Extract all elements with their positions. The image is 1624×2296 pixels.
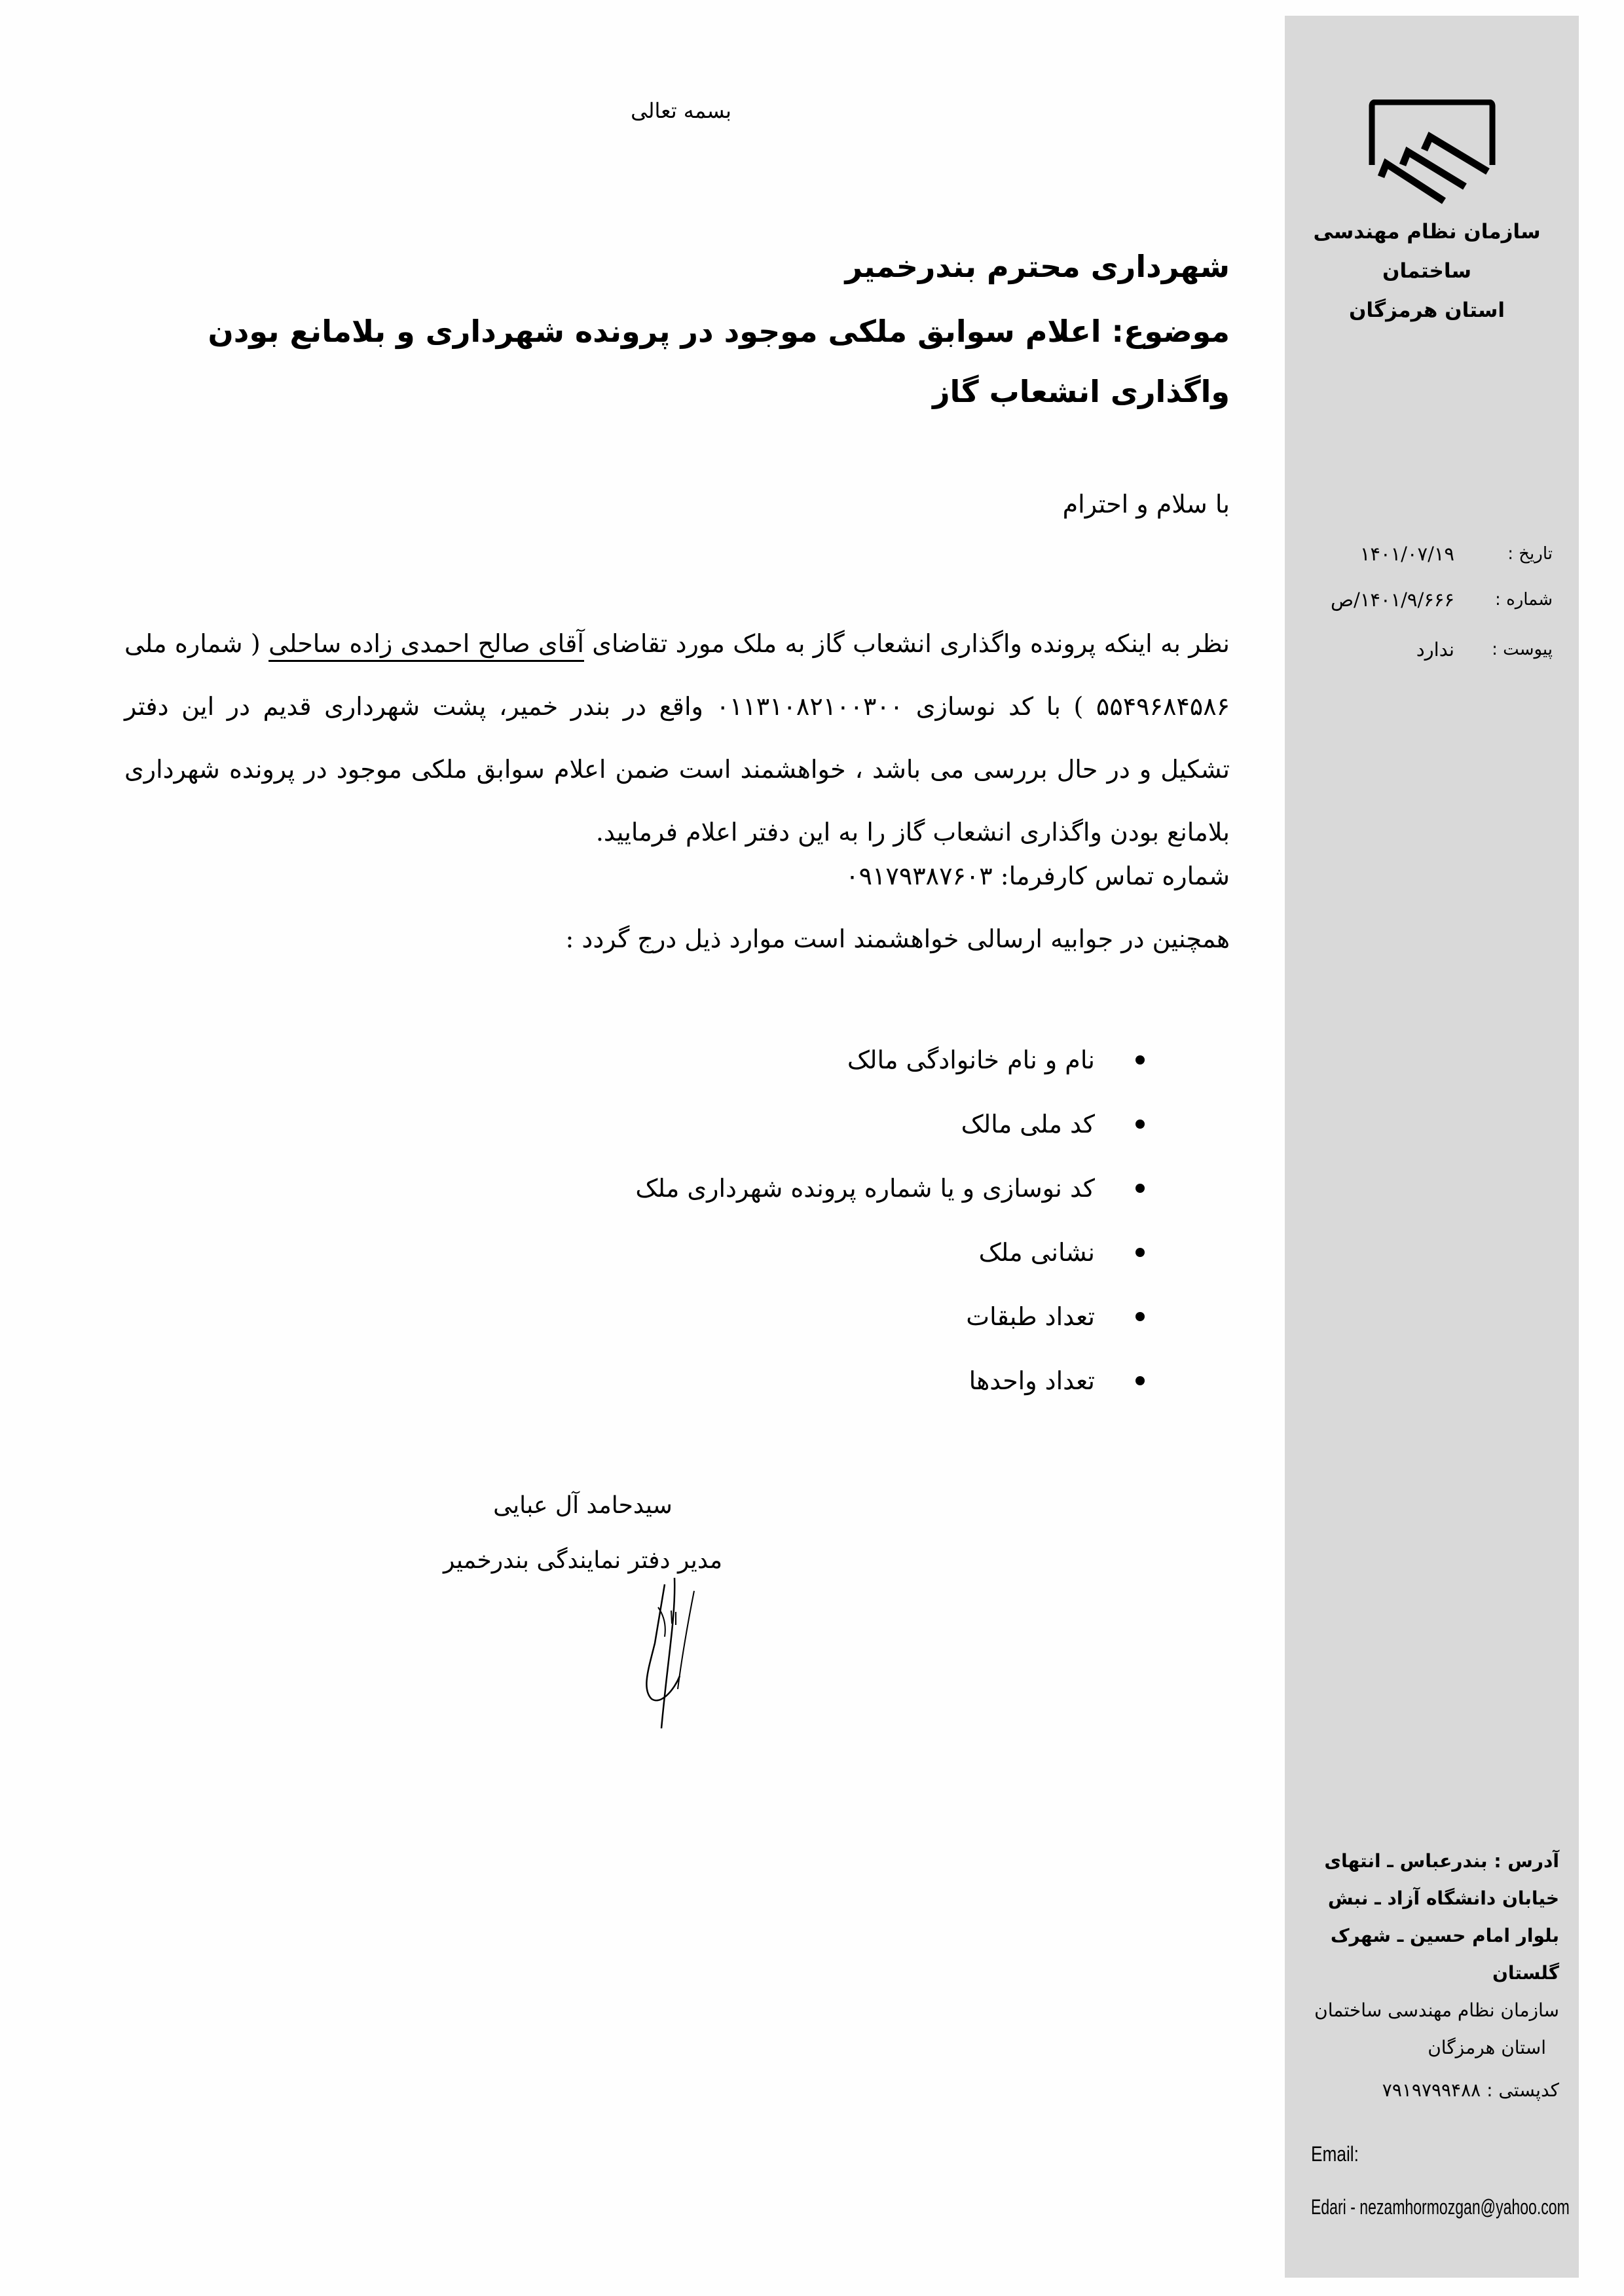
list-item	[635, 1092, 1145, 1156]
signer-name: سیدحامد آل عبایی	[493, 1492, 673, 1519]
list-item-text: نشانی ملک	[978, 1238, 1095, 1267]
list-item	[635, 1156, 1145, 1220]
letter-body	[124, 0, 1230, 2296]
number-row	[1291, 575, 1553, 625]
postal-code: کدپستی : ۷۹۱۹۷۹۹۴۸۸	[1382, 2079, 1559, 2101]
organization-name	[1289, 212, 1564, 330]
bullet-icon	[1135, 1055, 1145, 1065]
employer-contact: شماره تماس کارفرما: ۰۹۱۷۹۳۸۷۶۰۳	[845, 862, 1230, 890]
body-paragraph	[124, 612, 1230, 864]
attachment-label: پیوست :	[1492, 640, 1553, 659]
attachment-value: ندارد	[1416, 638, 1454, 661]
address-line: گلستان	[1492, 1962, 1559, 1984]
email-label: Email:	[1311, 2142, 1359, 2166]
subject: موضوع: اعلام سوابق ملکی موجود در پرونده شهرداری و بلامانع بودن واگذاری انشعاب گاز	[208, 314, 1230, 409]
list-item-text: کد نوسازی و یا شماره پرونده شهرداری ملک	[635, 1174, 1095, 1203]
number-label: شماره :	[1495, 590, 1553, 610]
signer-block	[393, 1478, 773, 1588]
date-row	[1291, 533, 1553, 575]
greeting: با سلام و احترام	[1062, 490, 1230, 519]
organization-name-line1: سازمان نظام مهندسی ساختمان	[1313, 220, 1541, 283]
address-line: خیابان دانشگاه آزاد ـ نبش	[1327, 1887, 1559, 1909]
letter-metadata	[1291, 533, 1553, 674]
bullet-icon	[1135, 1248, 1145, 1257]
list-item	[635, 1349, 1145, 1413]
attachment-row	[1291, 625, 1553, 674]
address-line: بلوار امام حسین ـ شهرک	[1330, 1925, 1559, 1946]
address-block	[1284, 1842, 1559, 2109]
email-link[interactable]: Edari - nezamhormozgan@yahoo.com	[1311, 2195, 1570, 2219]
date-label: تاریخ :	[1507, 544, 1553, 564]
bullet-icon	[1135, 1120, 1145, 1129]
bullet-icon	[1135, 1312, 1145, 1321]
signer-title: مدیر دفتر نمایندگی بندرخمیر	[443, 1547, 723, 1574]
list-item-text: تعداد طبقات	[966, 1302, 1095, 1331]
list-item	[635, 1028, 1145, 1092]
list-item-text: کد ملی مالک	[961, 1110, 1095, 1139]
signature-icon	[629, 1578, 707, 1728]
address-line: استان هرمزگان	[1428, 2037, 1546, 2058]
number-value: ۱۴۰۱/۹/۶۶۶/ص	[1331, 589, 1454, 611]
bismillah-heading: بسمه تعالی	[631, 98, 731, 123]
bullet-icon	[1135, 1184, 1145, 1193]
list-item-text: تعداد واحدها	[969, 1366, 1095, 1395]
list-item-text: نام و نام خانوادگی مالک	[847, 1046, 1095, 1074]
address-line: سازمان نظام مهندسی ساختمان	[1314, 1999, 1559, 2021]
list-item	[635, 1285, 1145, 1349]
date-value: ۱۴۰۱/۰۷/۱۹	[1359, 543, 1454, 565]
organization-name-line2: استان هرمزگان	[1348, 299, 1505, 322]
applicant-name: آقای صالح احمدی زاده ساحلی	[268, 629, 584, 658]
organization-logo-icon	[1367, 100, 1498, 204]
recipient: شهرداری محترم بندرخمیر	[845, 249, 1230, 284]
list-item	[635, 1220, 1145, 1285]
email-block	[1311, 2142, 1624, 2219]
required-items-list	[635, 1028, 1145, 1413]
body-text-part2: ( شماره ملی ۵۵۴۹۶۸۴۵۸۶ ) با کد نوسازی ۰۱۱۳۱۰۸۲۱۰۰۳۰۰ واقع در بندر خمیر، پشت شهرداری قدیم در این دفتر تشکیل و در حال بررسی می باشد ، خواهشمند است ضمن اعلام سوابق ملکی موجود در پرونده شهرداری بلامانع بودن واگذاری انشعاب گاز را به این دفتر اعلام فرمایید.	[124, 629, 1230, 847]
address-line: آدرس : بندرعباس ـ انتهای	[1324, 1850, 1559, 1872]
letterhead-sidebar	[1285, 16, 1579, 2278]
body-text-part1: نظر به اینکه پرونده واگذاری انشعاب گاز به ملک مورد تقاضای	[583, 629, 1230, 658]
request-line: همچنین در جوابیه ارسالی خواهشمند است موارد ذیل درج گردد :	[565, 924, 1230, 953]
bullet-icon	[1135, 1376, 1145, 1385]
